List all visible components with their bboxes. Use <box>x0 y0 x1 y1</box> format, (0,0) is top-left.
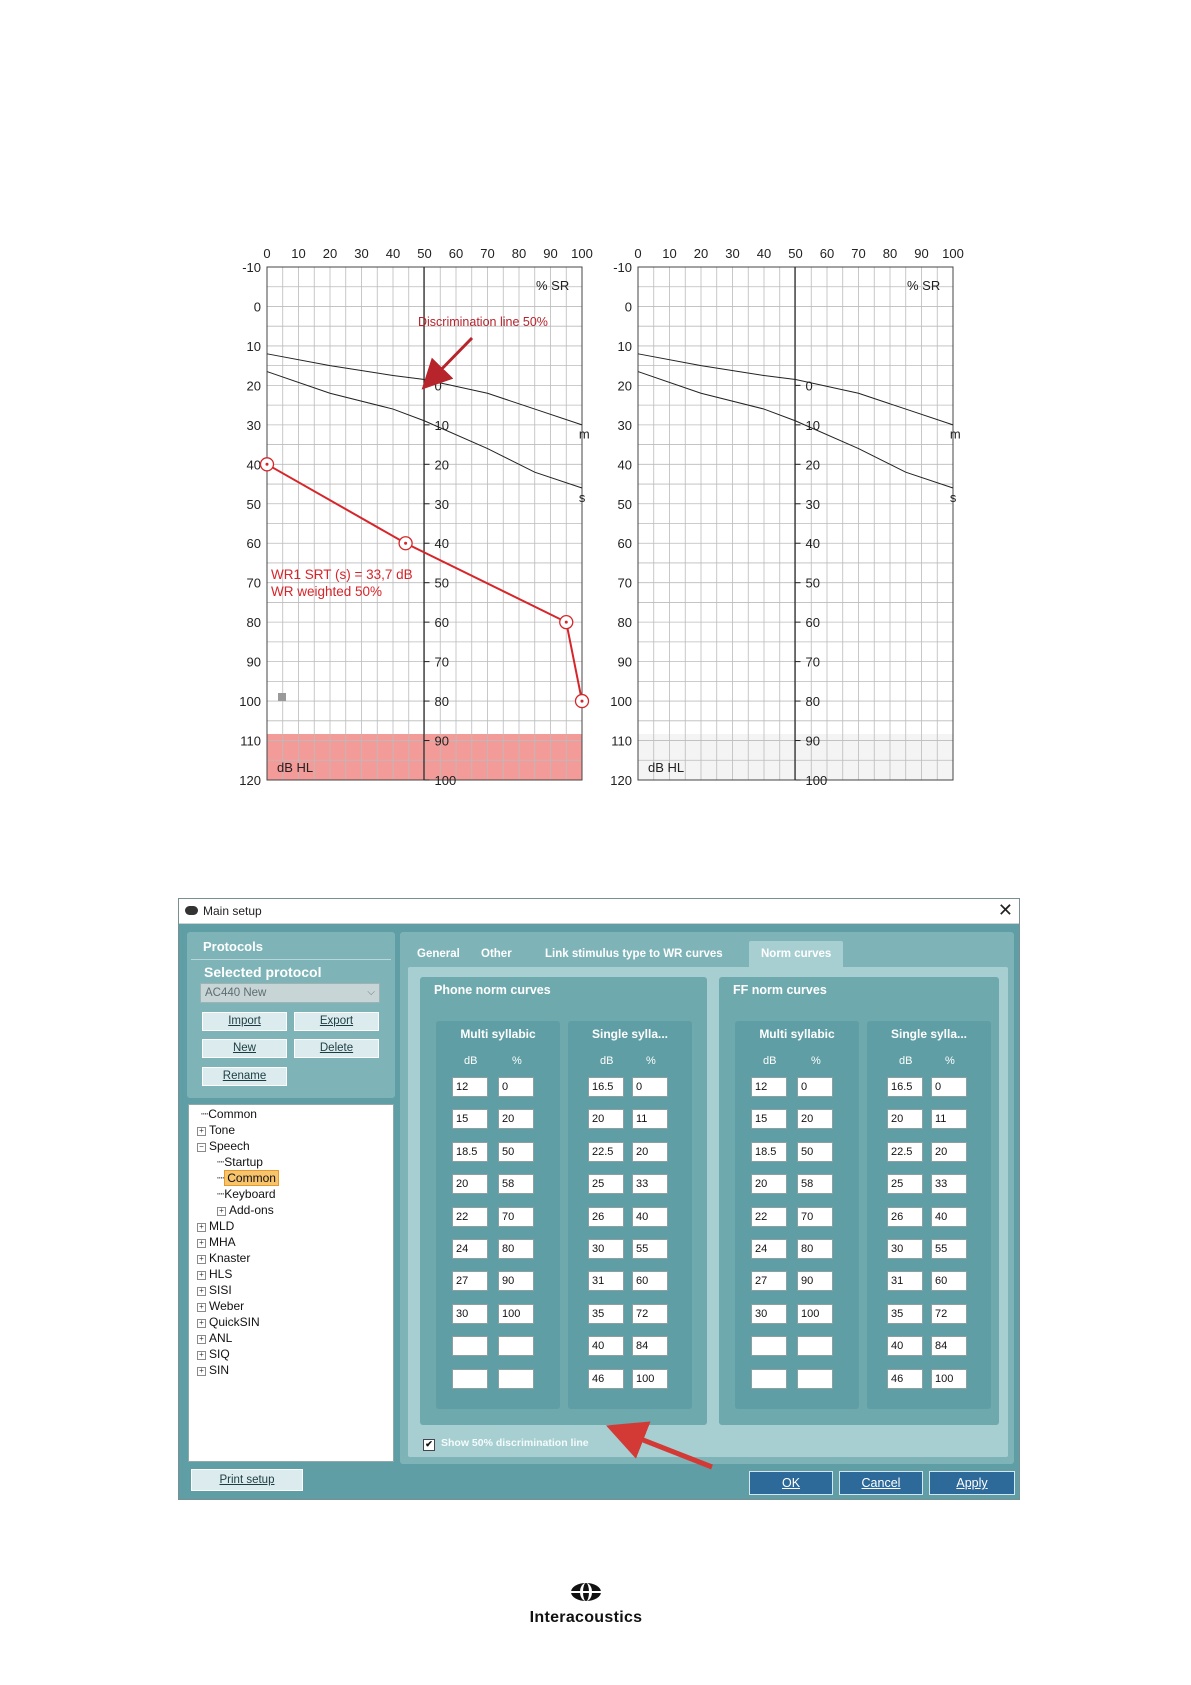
tree-node-tone[interactable] <box>197 1123 235 1138</box>
l-sr-tick: 10 <box>434 417 449 433</box>
r-sr-tick: 10 <box>805 417 820 433</box>
tree-node-mha[interactable] <box>197 1235 236 1250</box>
ff-multi-pct-input[interactable]: 0 <box>797 1077 833 1097</box>
ff-single-db-input[interactable]: 46 <box>887 1369 923 1389</box>
l-x-tick: 20 <box>322 246 338 261</box>
right-curve-m-label: m <box>949 426 961 442</box>
left-wr-point-dot <box>581 700 584 703</box>
tree-label: ANL <box>209 1331 233 1345</box>
phone-single-db-input[interactable]: 30 <box>588 1239 624 1259</box>
phone-single-pct-input[interactable]: 84 <box>632 1336 668 1356</box>
r-x-tick: 70 <box>851 246 866 261</box>
phone-multi-db-input[interactable]: 30 <box>452 1304 488 1324</box>
phone-single-pct-input[interactable]: 11 <box>632 1109 668 1129</box>
ff-multi-column <box>735 1021 859 1409</box>
right-ear-audiogram <box>610 246 964 788</box>
ff-single-db-input[interactable]: 30 <box>887 1239 923 1259</box>
tab-general[interactable]: General <box>417 948 460 960</box>
protocol-select[interactable] <box>200 983 380 1003</box>
l-y-tick: 20 <box>246 378 261 394</box>
pct-header: % <box>646 1055 656 1067</box>
tree-label: Common <box>208 1107 257 1121</box>
phone-single-title: Single sylla... <box>591 1027 669 1041</box>
ff-multi-title: Multi syllabic <box>759 1027 835 1041</box>
phone-multi-db-input[interactable] <box>452 1369 488 1389</box>
tree-label: Weber <box>209 1299 245 1313</box>
phone-multi-db-input[interactable]: 27 <box>452 1271 488 1291</box>
ff-multi-pct-input[interactable] <box>797 1369 833 1389</box>
r-sr-tick: 50 <box>805 575 820 591</box>
right-sr-label: % SR <box>907 278 941 293</box>
l-x-tick: 90 <box>543 246 558 261</box>
ff-single-pct-input[interactable]: 0 <box>931 1077 967 1097</box>
phone-multi-pct-input[interactable]: 100 <box>498 1304 534 1324</box>
r-sr-tick: 90 <box>805 733 820 749</box>
phone-multi-pct-input[interactable]: 20 <box>498 1109 534 1129</box>
l-sr-tick: 60 <box>434 615 449 631</box>
ff-single-title: Single sylla... <box>890 1027 968 1041</box>
db-header: dB <box>899 1055 913 1067</box>
expand-icon[interactable]: + <box>197 1239 206 1248</box>
l-x-tick: 100 <box>571 246 593 261</box>
l-sr-tick: 80 <box>434 694 449 710</box>
phone-multi-pct-input[interactable]: 0 <box>498 1077 534 1097</box>
phone-multi-pct-input[interactable]: 80 <box>498 1239 534 1259</box>
tree-node-quicksin[interactable] <box>197 1315 260 1330</box>
l-x-tick: 70 <box>480 246 495 261</box>
phone-multi-db-input[interactable]: 22 <box>452 1207 488 1227</box>
ff-multi-pct-input[interactable]: 58 <box>797 1174 833 1194</box>
tree-label: SIQ <box>209 1347 230 1361</box>
app-logo-icon <box>185 906 198 915</box>
ff-multi-db-input[interactable]: 24 <box>751 1239 787 1259</box>
show-line-checkbox[interactable]: ✔ <box>423 1439 435 1451</box>
tree-label: Add-ons <box>229 1203 274 1217</box>
phone-single-pct-input[interactable]: 20 <box>632 1142 668 1162</box>
l-sr-tick: 40 <box>434 536 449 552</box>
dialog-title: Main setup <box>203 904 262 918</box>
ff-single-pct-input[interactable]: 55 <box>931 1239 967 1259</box>
left-annotation-arrow <box>430 338 472 381</box>
expand-icon[interactable]: + <box>197 1367 206 1376</box>
l-y-tick: 70 <box>246 575 261 591</box>
r-y-tick: -10 <box>613 260 632 275</box>
chevron-down-icon: ⌵ <box>367 987 375 998</box>
ff-multi-pct-input[interactable]: 100 <box>797 1304 833 1324</box>
protocols-header: Protocols <box>203 939 263 954</box>
tree-node-mld[interactable] <box>197 1219 234 1234</box>
phone-single-db-input[interactable]: 26 <box>588 1207 624 1227</box>
l-y-tick: 30 <box>246 417 261 433</box>
tree-node-keyboard[interactable]: ┈Keyboard <box>217 1187 276 1201</box>
phone-multi-db-input[interactable]: 15 <box>452 1109 488 1129</box>
norm-curves-tab-body <box>408 967 1008 1457</box>
tree-label: MLD <box>209 1219 235 1233</box>
tree-node-anl[interactable] <box>197 1331 232 1346</box>
left-ear-audiogram <box>239 246 593 788</box>
tab-link-stimulus[interactable]: Link stimulus type to WR curves <box>545 948 723 960</box>
collapse-icon[interactable]: − <box>197 1143 206 1152</box>
l-y-tick: 10 <box>246 338 261 354</box>
r-y-tick: 100 <box>610 694 632 710</box>
ff-single-pct-input[interactable]: 20 <box>931 1142 967 1162</box>
phone-norm-group <box>420 977 707 1425</box>
left-y-ticks <box>239 260 261 788</box>
left-result-srt: WR1 SRT (s) = 33,7 dB <box>271 567 413 582</box>
expand-icon[interactable]: + <box>197 1335 206 1344</box>
l-y-tick: 50 <box>246 496 261 512</box>
brand-logo <box>509 1582 663 1627</box>
phone-single-pct-input[interactable]: 72 <box>632 1304 668 1324</box>
expand-icon[interactable]: + <box>217 1207 226 1216</box>
right-db-label: dB HL <box>648 760 685 775</box>
ff-multi-db-input[interactable]: 30 <box>751 1304 787 1324</box>
ff-multi-db-input[interactable]: 18.5 <box>751 1142 787 1162</box>
ff-single-db-input[interactable]: 25 <box>887 1174 923 1194</box>
left-wr-point-dot <box>565 621 568 624</box>
l-y-tick: 110 <box>240 733 261 749</box>
r-y-tick: 10 <box>617 338 632 354</box>
show-discrimination-line-option[interactable] <box>423 1437 589 1451</box>
phone-single-db-input[interactable]: 16.5 <box>588 1077 624 1097</box>
phone-single-pct-input[interactable]: 33 <box>632 1174 668 1194</box>
ff-single-pct-input[interactable]: 60 <box>931 1271 967 1291</box>
expand-icon[interactable]: + <box>197 1127 206 1136</box>
expand-icon[interactable]: + <box>197 1271 206 1280</box>
r-x-tick: 40 <box>756 246 772 261</box>
tree-label: SIN <box>209 1363 230 1377</box>
right-y-ticks <box>610 260 632 788</box>
l-y-tick: 40 <box>246 457 261 473</box>
new-button[interactable]: New <box>202 1039 287 1058</box>
export-button[interactable]: Export <box>294 1012 379 1031</box>
settings-panel <box>400 932 1014 1464</box>
ff-multi-pct-input[interactable]: 70 <box>797 1207 833 1227</box>
left-curve-m-label: m <box>578 426 590 442</box>
phone-single-pct-input[interactable]: 55 <box>632 1239 668 1259</box>
tree-label: Keyboard <box>224 1187 276 1201</box>
phone-single-db-input[interactable]: 46 <box>588 1369 624 1389</box>
left-wr-point-dot <box>404 542 407 545</box>
r-x-tick: 10 <box>662 246 677 261</box>
tree-node-weber[interactable] <box>197 1299 244 1314</box>
ff-multi-db-input[interactable]: 22 <box>751 1207 787 1227</box>
phone-single-pct-input[interactable]: 0 <box>632 1077 668 1097</box>
phone-multi-title: Multi syllabic <box>460 1027 536 1041</box>
tab-other[interactable]: Other <box>481 948 512 960</box>
ff-multi-pct-input[interactable]: 50 <box>797 1142 833 1162</box>
phone-single-pct-input[interactable]: 60 <box>632 1271 668 1291</box>
ff-single-db-input[interactable]: 35 <box>887 1304 923 1324</box>
protocol-tree[interactable] <box>188 1104 394 1462</box>
tree-label: QuickSIN <box>209 1315 260 1329</box>
l-y-tick: 90 <box>246 654 261 670</box>
r-y-tick: 50 <box>617 496 632 512</box>
l-x-tick: 50 <box>417 246 432 261</box>
expand-icon[interactable]: + <box>197 1351 206 1360</box>
expand-icon[interactable]: + <box>197 1287 206 1296</box>
phone-multi-pct-input[interactable]: 70 <box>498 1207 534 1227</box>
ff-norm-title: FF norm curves <box>733 983 827 997</box>
tree-node-common-speech[interactable]: ┈ Common <box>217 1171 279 1186</box>
expand-icon[interactable]: + <box>197 1319 206 1328</box>
ff-multi-db-input[interactable]: 12 <box>751 1077 787 1097</box>
db-header: dB <box>464 1055 478 1067</box>
tree-node-hls[interactable] <box>197 1267 232 1282</box>
phone-single-pct-input[interactable]: 100 <box>632 1369 668 1389</box>
l-x-tick: 0 <box>263 246 271 261</box>
ff-multi-db-input[interactable]: 15 <box>751 1109 787 1129</box>
expand-icon[interactable]: + <box>197 1303 206 1312</box>
interacoustics-logo-icon <box>569 1582 603 1602</box>
right-curve-s-label: s <box>949 489 957 505</box>
l-sr-tick: 70 <box>434 654 449 670</box>
pct-header: % <box>945 1055 955 1067</box>
cancel-button[interactable]: Cancel <box>839 1471 923 1495</box>
ff-single-db-input[interactable]: 40 <box>887 1336 923 1356</box>
r-y-tick: 30 <box>617 417 632 433</box>
tree-node-addons[interactable] <box>217 1203 274 1218</box>
r-x-tick: 20 <box>693 246 709 261</box>
left-sr-label: % SR <box>536 278 570 293</box>
left-annotation-discrimination: Discrimination line 50% <box>418 315 548 329</box>
tree-node-sin[interactable] <box>197 1363 229 1378</box>
r-sr-tick: 80 <box>805 694 820 710</box>
ff-single-pct-input[interactable]: 100 <box>931 1369 967 1389</box>
tree-label: Tone <box>209 1123 236 1137</box>
db-header: dB <box>600 1055 614 1067</box>
ff-single-pct-input[interactable]: 40 <box>931 1207 967 1227</box>
protocols-separator <box>191 959 391 960</box>
l-sr-tick: 90 <box>434 733 449 749</box>
l-y-tick: 120 <box>239 773 261 788</box>
ff-norm-group <box>719 977 999 1425</box>
r-y-tick: 40 <box>617 457 632 473</box>
left-x-ticks <box>263 246 592 261</box>
tree-node-siq[interactable] <box>197 1347 230 1362</box>
speech-audiogram-charts <box>0 0 1191 800</box>
tree-node-sisi[interactable] <box>197 1283 232 1298</box>
ff-multi-db-input[interactable] <box>751 1369 787 1389</box>
show-line-label: Show 50% discrimination line <box>441 1437 589 1449</box>
expand-icon[interactable]: + <box>197 1255 206 1264</box>
ff-multi-pct-input[interactable]: 20 <box>797 1109 833 1129</box>
l-x-tick: 80 <box>511 246 527 261</box>
l-y-tick: 60 <box>246 536 261 552</box>
tree-label: MHA <box>209 1235 236 1249</box>
ok-button[interactable]: OK <box>749 1471 833 1495</box>
phone-single-column <box>568 1021 692 1409</box>
checkbox-callout-arrow <box>600 1415 720 1475</box>
close-icon[interactable]: ✕ <box>997 900 1013 920</box>
phone-multi-db-input[interactable]: 12 <box>452 1077 488 1097</box>
r-x-tick: 50 <box>788 246 803 261</box>
phone-norm-title: Phone norm curves <box>434 983 551 997</box>
dialog-titlebar <box>179 899 1019 924</box>
phone-single-pct-input[interactable]: 40 <box>632 1207 668 1227</box>
l-y-tick: 100 <box>239 694 261 710</box>
tree-label: Startup <box>224 1155 263 1169</box>
r-y-tick: 120 <box>610 773 632 788</box>
ff-multi-pct-input[interactable]: 80 <box>797 1239 833 1259</box>
r-x-tick: 0 <box>634 246 642 261</box>
print-setup-button[interactable]: Print setup <box>191 1469 303 1491</box>
r-y-tick: 60 <box>617 536 632 552</box>
left-result-weighted: WR weighted 50% <box>271 584 383 599</box>
brand-name: Interacoustics <box>529 1609 643 1626</box>
tree-label-selected: Common <box>224 1170 279 1186</box>
tree-node-speech[interactable] <box>197 1139 250 1154</box>
ff-single-db-input[interactable]: 16.5 <box>887 1077 923 1097</box>
l-x-tick: 10 <box>291 246 306 261</box>
r-sr-tick: 0 <box>805 378 813 394</box>
ff-multi-pct-input[interactable]: 90 <box>797 1271 833 1291</box>
ff-multi-db-input[interactable]: 27 <box>751 1271 787 1291</box>
phone-single-db-input[interactable]: 20 <box>588 1109 624 1129</box>
r-x-tick: 80 <box>882 246 898 261</box>
tree-node-knaster[interactable] <box>197 1251 250 1266</box>
phone-multi-column <box>436 1021 560 1409</box>
r-sr-tick: 60 <box>805 615 820 631</box>
r-sr-tick: 70 <box>805 654 820 670</box>
tree-label: Knaster <box>209 1251 251 1265</box>
pct-header: % <box>512 1055 522 1067</box>
l-sr-tick: 100 <box>434 773 457 788</box>
tree-node-common[interactable]: ┈Common <box>201 1107 257 1121</box>
r-x-tick: 90 <box>914 246 929 261</box>
tree-node-startup[interactable]: ┈Startup <box>217 1155 263 1169</box>
r-x-tick: 30 <box>725 246 740 261</box>
pct-header: % <box>811 1055 821 1067</box>
l-x-tick: 30 <box>354 246 369 261</box>
ff-single-db-input[interactable]: 31 <box>887 1271 923 1291</box>
l-y-tick: 0 <box>253 299 261 315</box>
expand-icon[interactable]: + <box>197 1223 206 1232</box>
left-curve-s-label: s <box>578 489 586 505</box>
db-header: dB <box>763 1055 777 1067</box>
r-sr-tick: 30 <box>805 496 820 512</box>
phone-multi-pct-input[interactable]: 90 <box>498 1271 534 1291</box>
phone-single-db-input[interactable]: 35 <box>588 1304 624 1324</box>
r-sr-tick: 20 <box>805 457 820 473</box>
r-sr-tick: 40 <box>805 536 820 552</box>
l-sr-tick: 50 <box>434 575 449 591</box>
ff-single-column <box>867 1021 991 1409</box>
protocols-panel <box>187 932 395 1098</box>
ff-single-pct-input[interactable]: 84 <box>931 1336 967 1356</box>
phone-multi-db-input[interactable]: 24 <box>452 1239 488 1259</box>
phone-multi-db-input[interactable]: 20 <box>452 1174 488 1194</box>
phone-multi-pct-input[interactable] <box>498 1369 534 1389</box>
ff-single-pct-input[interactable]: 72 <box>931 1304 967 1324</box>
r-sr-tick: 100 <box>805 773 828 788</box>
phone-multi-pct-input[interactable] <box>498 1336 534 1356</box>
r-y-tick: 80 <box>617 615 632 631</box>
phone-single-db-input[interactable]: 31 <box>588 1271 624 1291</box>
rename-button[interactable]: Rename <box>202 1067 287 1086</box>
protocol-select-value: AC440 New <box>205 987 267 999</box>
ff-multi-pct-input[interactable] <box>797 1336 833 1356</box>
right-x-ticks <box>634 246 963 261</box>
r-y-tick: 70 <box>617 575 632 591</box>
ff-single-db-input[interactable]: 22.5 <box>887 1142 923 1162</box>
r-y-tick: 0 <box>624 299 632 315</box>
tree-label: Speech <box>209 1139 250 1153</box>
phone-single-db-input[interactable]: 40 <box>588 1336 624 1356</box>
r-y-tick: 90 <box>617 654 632 670</box>
apply-button[interactable]: Apply <box>929 1471 1015 1495</box>
l-sr-tick: 0 <box>434 378 442 394</box>
phone-multi-db-input[interactable]: 18.5 <box>452 1142 488 1162</box>
ff-single-pct-input[interactable]: 33 <box>931 1174 967 1194</box>
main-setup-dialog <box>178 898 1020 1500</box>
l-x-tick: 60 <box>448 246 464 261</box>
l-sr-tick: 20 <box>434 457 449 473</box>
ff-single-db-input[interactable]: 26 <box>887 1207 923 1227</box>
import-button[interactable]: Import <box>202 1012 287 1031</box>
delete-button[interactable]: Delete <box>294 1039 379 1058</box>
phone-single-db-input[interactable]: 22.5 <box>588 1142 624 1162</box>
ff-single-pct-input[interactable]: 11 <box>931 1109 967 1129</box>
r-x-tick: 60 <box>819 246 835 261</box>
ff-multi-db-input[interactable]: 20 <box>751 1174 787 1194</box>
tab-norm-curves[interactable]: Norm curves <box>749 941 843 967</box>
phone-single-db-input[interactable]: 25 <box>588 1174 624 1194</box>
l-x-tick: 40 <box>385 246 401 261</box>
l-y-tick: -10 <box>242 260 261 275</box>
left-db-label: dB HL <box>277 760 314 775</box>
phone-multi-db-input[interactable] <box>452 1336 488 1356</box>
r-y-tick: 20 <box>617 378 632 394</box>
selected-protocol-header: Selected protocol <box>204 964 322 980</box>
r-y-tick: 110 <box>611 733 632 749</box>
left-masking-marker <box>278 693 286 701</box>
left-wr-point-dot <box>266 463 269 466</box>
phone-multi-pct-input[interactable]: 50 <box>498 1142 534 1162</box>
l-y-tick: 80 <box>246 615 261 631</box>
phone-multi-pct-input[interactable]: 58 <box>498 1174 534 1194</box>
ff-multi-db-input[interactable] <box>751 1336 787 1356</box>
r-x-tick: 100 <box>942 246 964 261</box>
tree-label: SISI <box>209 1283 232 1297</box>
l-sr-tick: 30 <box>434 496 449 512</box>
ff-single-db-input[interactable]: 20 <box>887 1109 923 1129</box>
tree-label: HLS <box>209 1267 233 1281</box>
